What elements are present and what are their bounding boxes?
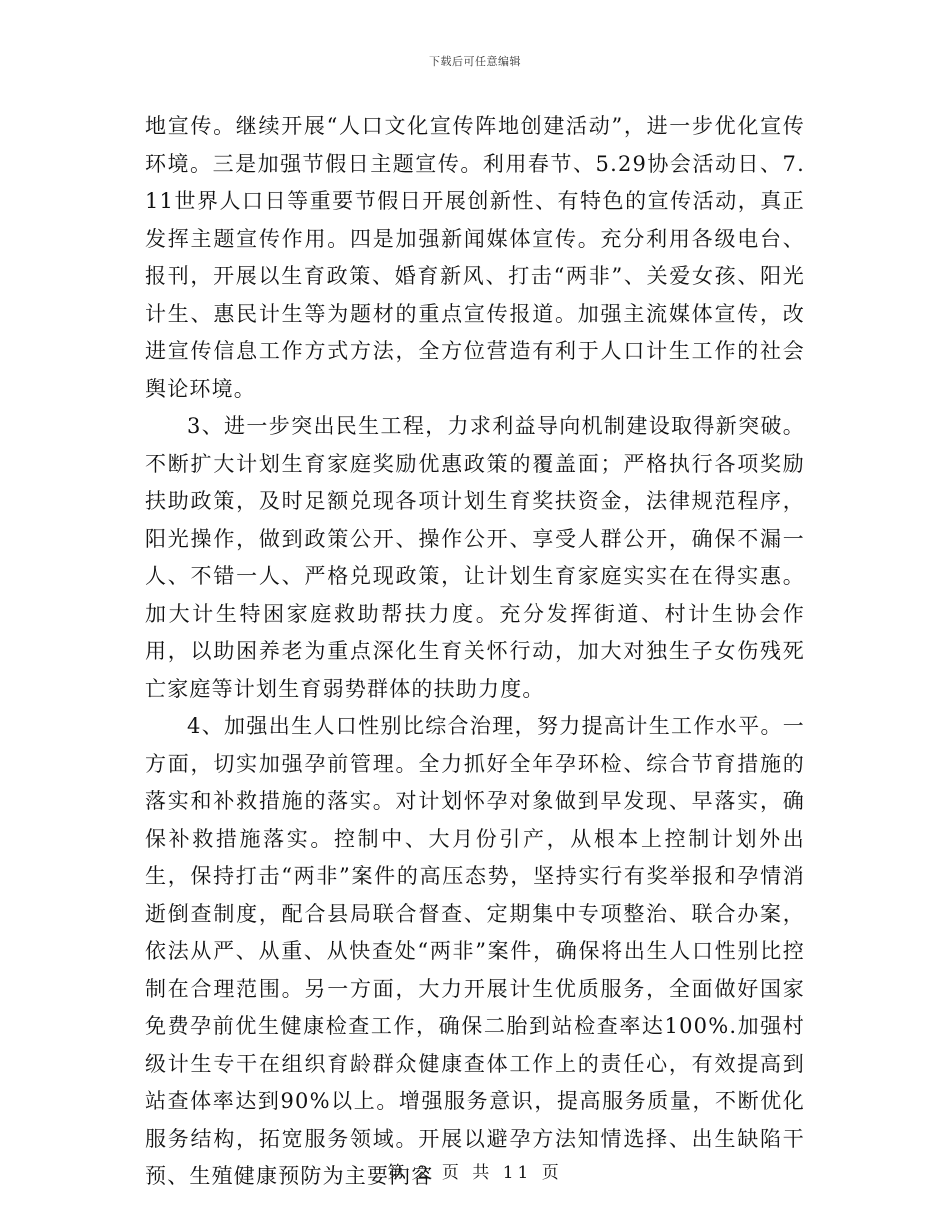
paragraph-2: 3、进一步突出民生工程，力求利益导向机制建设取得新突破。不断扩大计划生育家庭奖励优惠政策的覆盖面；严格执行各项奖励扶助政策，及时足额兑现各项计划生育奖扶资金，法律规范程序，阳光操作，做到政策公开、操作公开、享受人群公开，确保不漏一人、不错一人、严格兑现政策，让计划生育家庭实实在在得实惠。加大计生特困家庭救助帮扶力度。充分发挥街道、村计生协会作用，以助困养老为重点深化生育关怀行动，加大对独生子女伤残死亡家庭等计划生育弱势群体的扶助力度。 xyxy=(145,414,805,701)
paragraph-1: 地宣传。继续开展“人口文化宣传阵地创建活动”，进一步优化宣传环境。三是加强节假日主题宣传。利用春节、5.29协会活动日、7.11世界人口日等重要节假日开展创新性、有特色的宣传活动，真正发挥主题宣传作用。四是加强新闻媒体宣传。充分利用各级电台、报刊，开展以生育政策、婚育新风、打击“两非”、关爱女孩、阳光计生、惠民计生等为题材的重点宣传报道。加强主流媒体宣传，改进宣传信息工作方式方法，全方位营造有利于人口计生工作的社会舆论环境。 xyxy=(145,114,805,401)
header-note: 下载后可任意编辑 xyxy=(429,55,521,68)
paragraph-3: 4、加强出生人口性别比综合治理，努力提高计生工作水平。一方面，切实加强孕前管理。全力抓好全年孕环检、综合节育措施的落实和补救措施的落实。对计划怀孕对象做到早发现、早落实，确保补救措施落实。控制中、大月份引产，从根本上控制计划外出生，保持打击“两非”案件的高压态势，坚持实行有奖举报和孕情消逝倒查制度，配合县局联合督查、定期集中专项整治、联合办案，依法从严、从重、从快查处“两非”案件，确保将出生人口性别比控制在合理范围。另一方面，大力开展计生优质服务，全面做好国家免费孕前优生健康检查工作，确保二胎到站检查率达100%.加强村级计生专干在组织育龄群众健康查体工作上的责任心，有效提高到站查体率达到90%以上。增强服务意识，提高服务质量，不断优化服务结构，拓宽服务领域。开展以避孕方法知情选择、出生缺陷干预、生殖健康预防为主要内容 xyxy=(145,714,805,1188)
page-number-footer: 第 2 页 共 11 页 xyxy=(387,1163,563,1183)
document-body xyxy=(145,108,805,1196)
